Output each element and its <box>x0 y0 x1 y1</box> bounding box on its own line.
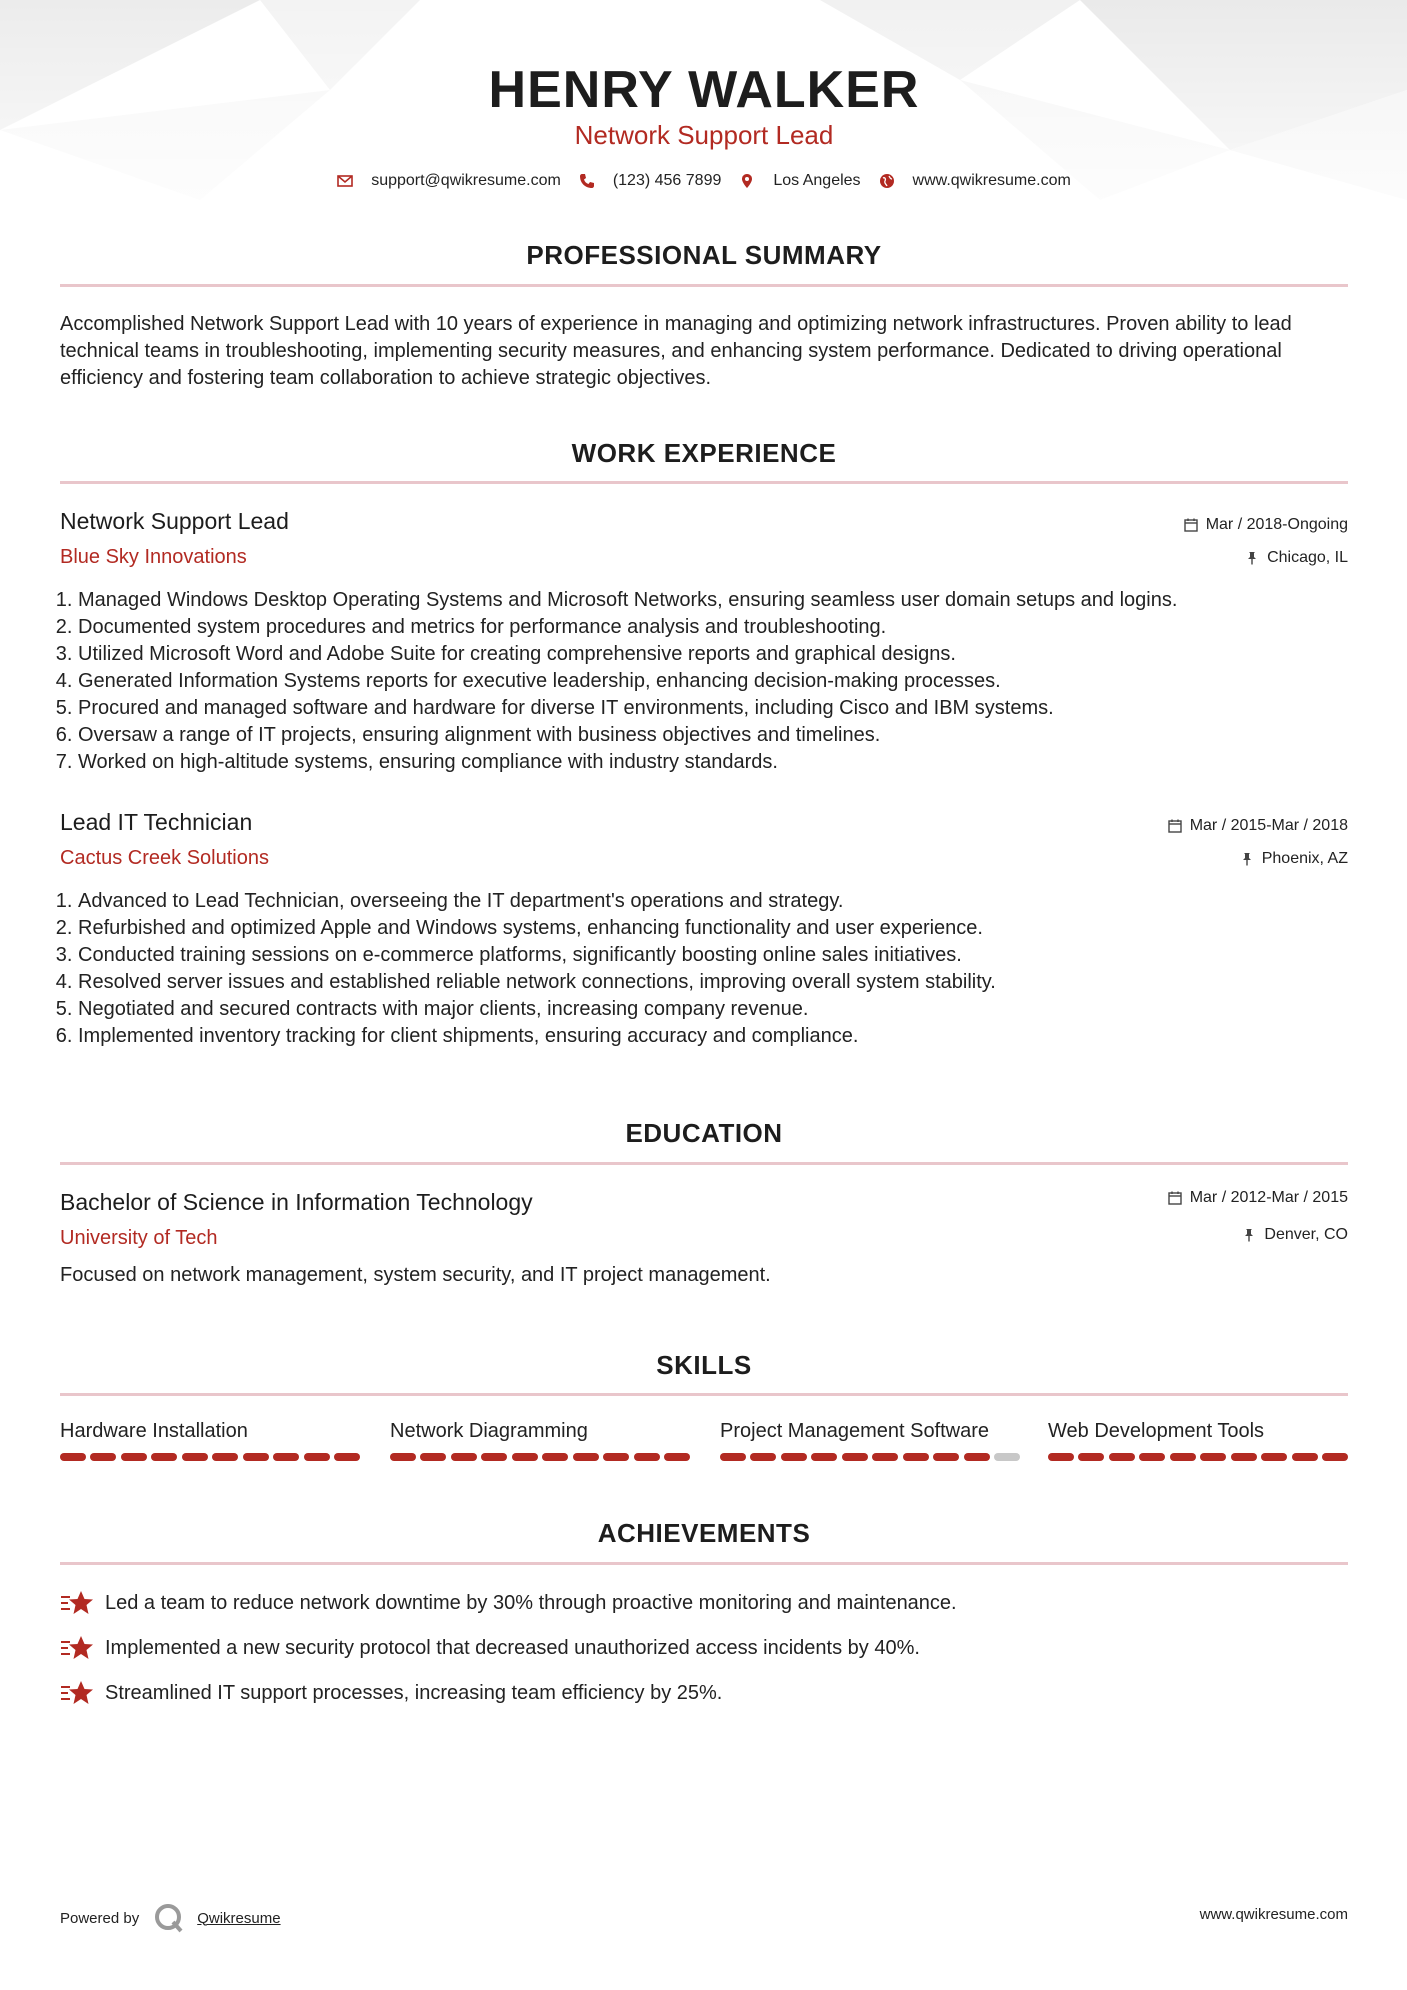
education-location <box>1242 1226 1348 1244</box>
contact-email[interactable] <box>337 172 561 190</box>
email-text: support@qwikresume.com <box>371 172 561 189</box>
skill-segment-filled <box>512 1453 538 1461</box>
summary-divider <box>60 284 1348 287</box>
envelope-icon <box>337 173 353 189</box>
skill-segment-filled <box>1109 1453 1135 1461</box>
list-item: 5. Procured and managed software and hardware for diverse IT environments, including Cisco and IBM systems. <box>78 695 1348 722</box>
contact-phone[interactable] <box>579 172 722 190</box>
skill-segment-filled <box>182 1453 208 1461</box>
achievement-text: Streamlined IT support processes, increasing team efficiency by 25%. <box>105 1681 723 1704</box>
skill-segment-filled <box>60 1453 86 1461</box>
education-divider <box>60 1162 1348 1165</box>
list-item: 2. Refurbished and optimized Apple and Windows systems, enhancing functionality and user experience. <box>78 915 1348 942</box>
summary-heading: PROFESSIONAL SUMMARY <box>526 240 882 270</box>
achievements-heading: ACHIEVEMENTS <box>597 1518 811 1548</box>
education-location-text: Denver, CO <box>1264 1226 1348 1243</box>
contact-location <box>739 172 860 190</box>
brand-link[interactable]: Qwikresume <box>197 1909 281 1927</box>
skill-segment-filled <box>664 1453 690 1461</box>
skill-segment-filled <box>1261 1453 1287 1461</box>
job-location-text: Phoenix, AZ <box>1261 850 1348 867</box>
skill-segment-filled <box>390 1453 416 1461</box>
job-location <box>1240 850 1348 868</box>
degree-title: Bachelor of Science in Information Technology <box>60 1189 533 1215</box>
list-item: 6. Oversaw a range of IT projects, ensuring alignment with business objectives and timelines. <box>78 722 1348 749</box>
website-text: www.qwikresume.com <box>912 172 1071 189</box>
skill-segment-filled <box>1170 1453 1196 1461</box>
experience-divider <box>60 481 1348 484</box>
footer-website[interactable]: www.qwikresume.com <box>1199 1906 1348 1923</box>
skill-segment-filled <box>121 1453 147 1461</box>
list-item: 4. Resolved server issues and established reliable network connections, improving overall system stability. <box>78 969 1348 996</box>
skill-segment-filled <box>634 1453 660 1461</box>
shooting-star-icon <box>60 1589 94 1617</box>
skill-segment-filled <box>334 1453 360 1461</box>
skill-segment-filled <box>542 1453 568 1461</box>
shooting-star-icon <box>60 1679 94 1707</box>
list-item: 7. Worked on high-altitude systems, ensuring compliance with industry standards. <box>78 749 1348 776</box>
list-item: 5. Negotiated and secured contracts with major clients, increasing company revenue. <box>78 996 1348 1023</box>
achievement-text: Led a team to reduce network downtime by 30% through proactive monitoring and maintenance. <box>105 1591 957 1614</box>
skill-segment-filled <box>212 1453 238 1461</box>
list-item: 1. Advanced to Lead Technician, overseeing the IT department's operations and strategy. <box>78 888 1348 915</box>
experience-heading: WORK EXPERIENCE <box>571 438 837 468</box>
list-item: 4. Generated Information Systems reports for executive leadership, enhancing decision-making processes. <box>78 668 1348 695</box>
skill-segment-filled <box>1200 1453 1226 1461</box>
job-location-text: Chicago, IL <box>1267 549 1348 566</box>
skill-level-bar <box>720 1453 1020 1461</box>
qwikresume-logo-icon <box>153 1902 185 1934</box>
skill-level-bar <box>60 1453 360 1461</box>
skill-segment-empty <box>994 1453 1020 1461</box>
skill-name: Network Diagramming <box>390 1420 588 1442</box>
skills-divider <box>60 1393 1348 1396</box>
skill-segment-filled <box>603 1453 629 1461</box>
job-bullets <box>60 587 1348 776</box>
skill-segment-filled <box>720 1453 746 1461</box>
pushpin-icon <box>1242 1228 1256 1242</box>
powered-by-label: Powered by <box>60 1909 140 1927</box>
achievement-text: Implemented a new security protocol that decreased unauthorized access incidents by 40%. <box>105 1636 920 1659</box>
skill-item <box>1048 1420 1348 1461</box>
job-title: Network Support Lead <box>60 508 289 534</box>
skill-segment-filled <box>903 1453 929 1461</box>
summary-text: Accomplished Network Support Lead with 10 years of experience in managing and optimizing network infrastructures. Proven ability to lead technical teams in troubleshooting, implementing security measures, and enhancing system performance. Dedicated to driving operational efficiency and fostering team collaboration to achieve strategic objectives. <box>60 313 1292 389</box>
skill-segment-filled <box>481 1453 507 1461</box>
achievements-divider <box>60 1562 1348 1565</box>
skill-segment-filled <box>781 1453 807 1461</box>
skill-segment-filled <box>273 1453 299 1461</box>
skill-name: Project Management Software <box>720 1420 990 1442</box>
skill-level-bar <box>390 1453 690 1461</box>
phone-text: (123) 456 7899 <box>612 172 722 189</box>
skill-segment-filled <box>573 1453 599 1461</box>
candidate-name: HENRY WALKER <box>488 61 920 119</box>
skill-name: Web Development Tools <box>1048 1420 1265 1442</box>
skill-item <box>60 1420 360 1461</box>
contact-website[interactable] <box>879 172 1071 190</box>
skill-segment-filled <box>933 1453 959 1461</box>
job-title: Lead IT Technician <box>60 809 253 835</box>
skill-segment-filled <box>151 1453 177 1461</box>
calendar-icon <box>1168 819 1182 833</box>
list-item: 1. Managed Windows Desktop Operating Systems and Microsoft Networks, ensuring seamless user domain setups and logins. <box>78 587 1348 614</box>
skill-segment-filled <box>1322 1453 1348 1461</box>
skill-segment-filled <box>304 1453 330 1461</box>
pushpin-icon <box>1245 551 1259 565</box>
job-bullets <box>60 888 1348 1050</box>
achievement-item <box>60 1589 957 1617</box>
location-text: Los Angeles <box>773 172 861 189</box>
phone-icon <box>579 173 595 189</box>
skill-segment-filled <box>811 1453 837 1461</box>
skill-segment-filled <box>842 1453 868 1461</box>
list-item: 3. Conducted training sessions on e-commerce platforms, significantly boosting online sales initiatives. <box>78 942 1348 969</box>
job-location <box>1245 549 1348 567</box>
skill-segment-filled <box>243 1453 269 1461</box>
contact-bar <box>60 172 1348 190</box>
achievement-item <box>60 1634 920 1662</box>
skill-segment-filled <box>872 1453 898 1461</box>
skills-heading: SKILLS <box>656 1350 752 1380</box>
skill-segment-filled <box>451 1453 477 1461</box>
skill-name: Hardware Installation <box>60 1420 248 1442</box>
job-company: Blue Sky Innovations <box>60 546 247 568</box>
list-item: 2. Documented system procedures and metrics for performance analysis and troubleshooting. <box>78 614 1348 641</box>
school-name: University of Tech <box>60 1227 218 1249</box>
skill-segment-filled <box>1292 1453 1318 1461</box>
education-heading: EDUCATION <box>625 1118 783 1148</box>
pushpin-icon <box>1240 852 1254 866</box>
calendar-icon <box>1168 1191 1182 1205</box>
skill-item <box>720 1420 1020 1461</box>
job-dates <box>1168 817 1348 835</box>
achievement-item <box>60 1679 722 1707</box>
education-description: Focused on network management, system security, and IT project management. <box>60 1264 771 1286</box>
job-dates-text: Mar / 2018-Ongoing <box>1205 516 1348 533</box>
calendar-icon <box>1184 518 1198 532</box>
list-item: 6. Implemented inventory tracking for client shipments, ensuring accuracy and compliance. <box>78 1023 1348 1050</box>
footer-powered-by <box>60 1902 281 1934</box>
skill-item <box>390 1420 690 1461</box>
list-item: 3. Utilized Microsoft Word and Adobe Suite for creating comprehensive reports and graphical designs. <box>78 641 1348 668</box>
education-dates <box>1168 1189 1348 1207</box>
shooting-star-icon <box>60 1634 94 1662</box>
job-dates <box>1184 516 1348 534</box>
skill-segment-filled <box>964 1453 990 1461</box>
globe-icon <box>879 173 895 189</box>
job-company: Cactus Creek Solutions <box>60 847 269 869</box>
skill-segment-filled <box>1078 1453 1104 1461</box>
map-pin-icon <box>739 173 755 189</box>
skill-segment-filled <box>750 1453 776 1461</box>
skill-segment-filled <box>420 1453 446 1461</box>
skill-segment-filled <box>1231 1453 1257 1461</box>
skill-segment-filled <box>1048 1453 1074 1461</box>
job-dates-text: Mar / 2015-Mar / 2018 <box>1189 817 1348 834</box>
education-dates-text: Mar / 2012-Mar / 2015 <box>1189 1189 1348 1206</box>
skill-level-bar <box>1048 1453 1348 1461</box>
skill-segment-filled <box>90 1453 116 1461</box>
skill-segment-filled <box>1139 1453 1165 1461</box>
candidate-role: Network Support Lead <box>574 120 834 150</box>
